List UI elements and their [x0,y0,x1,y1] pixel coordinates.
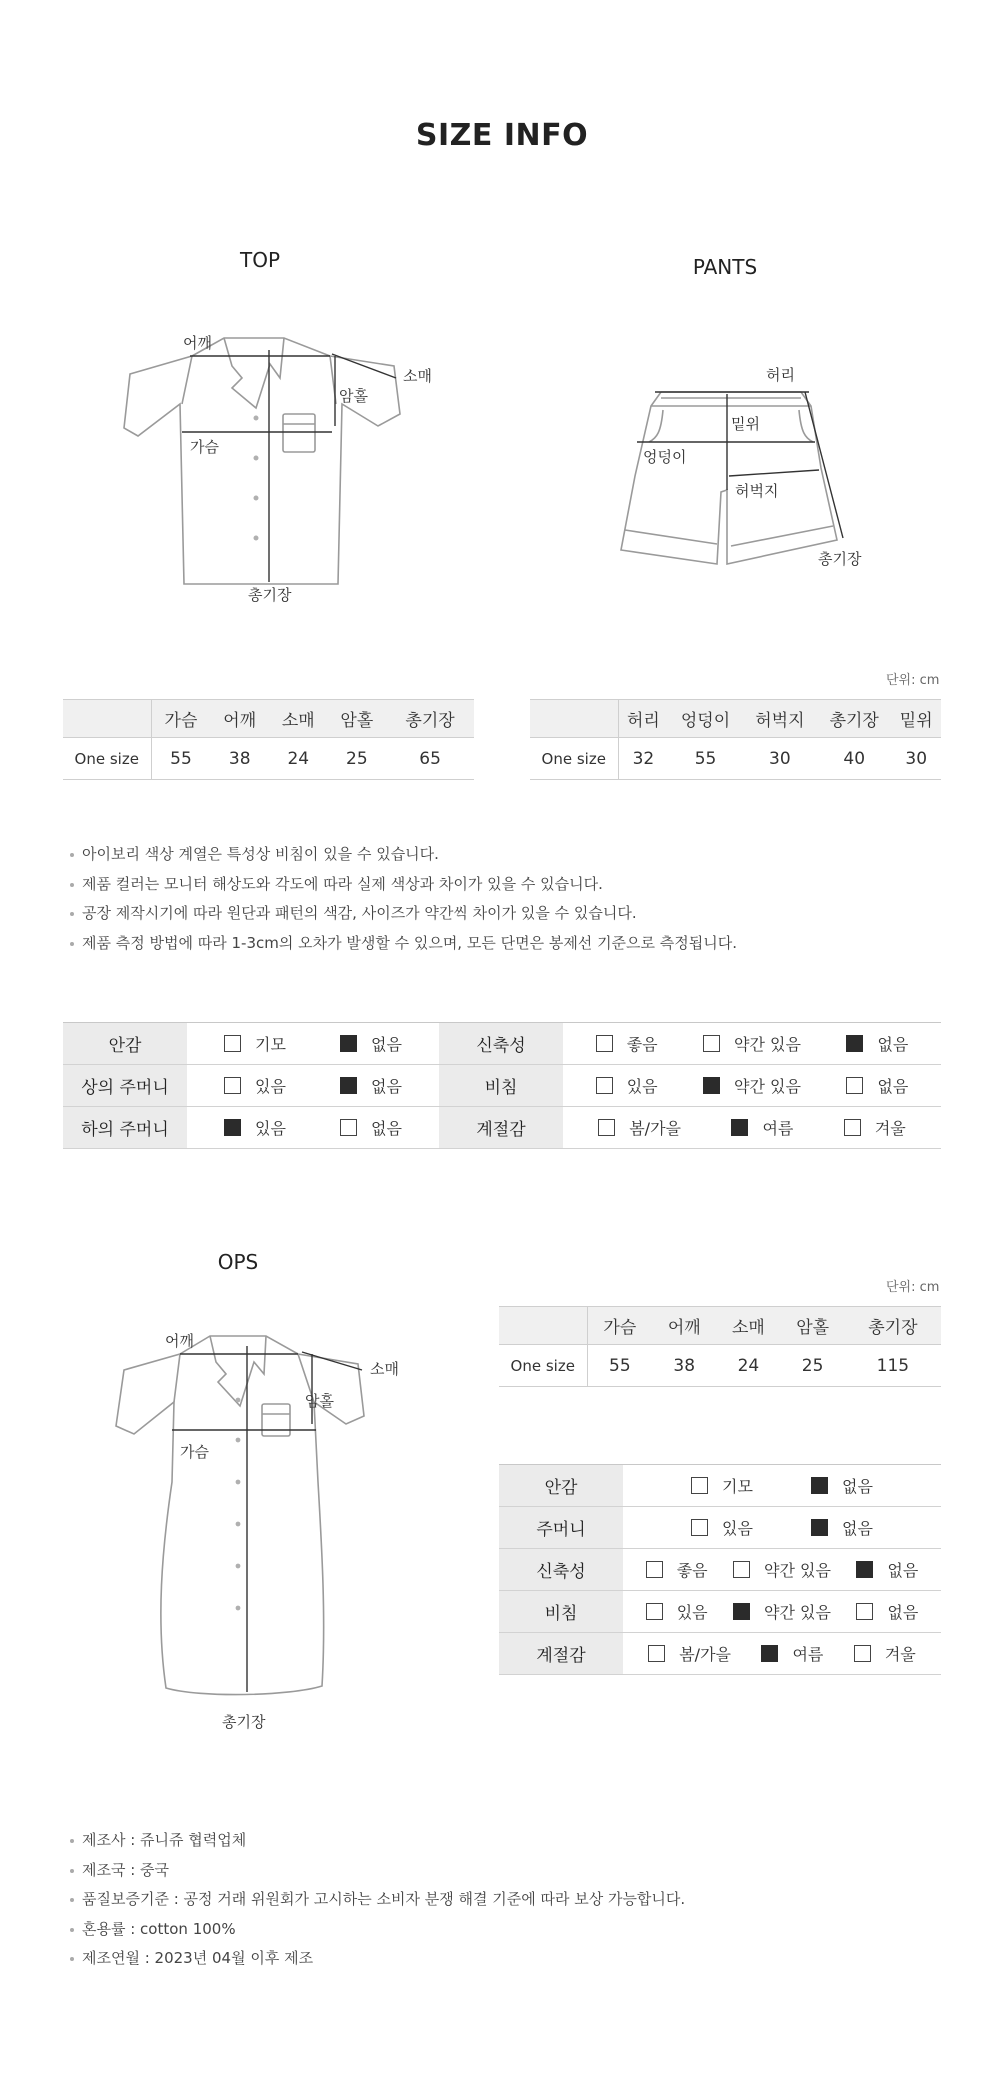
checkbox-icon [646,1561,663,1578]
list-item: 공장 제작시기에 따라 원단과 패턴의 색감, 사이즈가 약간씩 차이가 있을 수 있습니다. [70,899,950,929]
table-cell: 55 [587,1345,652,1387]
attr-options [623,1633,941,1675]
table-cell: 38 [652,1345,716,1387]
checkbox-option[interactable]: 약간 있음 [733,1600,831,1623]
table-row [499,1591,941,1633]
checkbox-checked-icon [846,1035,863,1052]
checkbox-option[interactable]: 없음 [846,1032,908,1055]
checkbox-icon [598,1119,615,1136]
table-row [63,1065,941,1107]
checkbox-checked-icon [340,1077,357,1094]
table-row [530,738,941,780]
list-item: 제조사 : 쥬니쥬 협력업체 [70,1826,950,1856]
list-item: 품질보증기준 : 공정 거래 위원회가 고시하는 소비자 분쟁 해결 기준에 따라 보상 가능합니다. [70,1885,950,1915]
table-header-cell: 가슴 [151,700,210,738]
table-header-cell: 소매 [269,700,328,738]
table-cell: 25 [328,738,387,780]
attr-label: 안감 [63,1023,187,1065]
list-item: 아이보리 색상 계열은 특성상 비침이 있을 수 있습니다. [70,840,950,870]
pants-unit-label: 단위: cm [886,673,940,688]
table-cell: 30 [743,738,817,780]
attr-options [187,1065,439,1107]
pants-section-label: PANTS [692,255,758,279]
checkbox-option[interactable]: 없음 [846,1074,908,1097]
checkbox-icon [856,1603,873,1620]
set-attributes-table [63,1022,941,1149]
attr-label: 하의 주머니 [63,1107,187,1149]
attr-options [623,1507,941,1549]
table-cell: 24 [716,1345,780,1387]
checkbox-checked-icon [224,1119,241,1136]
checkbox-checked-icon [703,1077,720,1094]
checkbox-option[interactable]: 봄/가을 [598,1116,681,1139]
top-size-table [63,699,474,780]
attr-options [563,1023,941,1065]
product-info-list [70,1826,950,1974]
table-row [63,1023,941,1065]
table-corner-cell [499,1307,587,1345]
table-cell: 25 [781,1345,845,1387]
table-header-row [530,700,941,738]
attr-options [623,1465,941,1507]
checkbox-option[interactable]: 봄/가을 [648,1642,731,1665]
checkbox-icon [733,1561,750,1578]
table-row-label: One size [63,738,151,780]
pants-thigh-label: 허벅지 [735,482,779,500]
table-cell: 32 [618,738,668,780]
table-header-row [63,700,474,738]
table-row [63,738,474,780]
checkbox-option[interactable]: 없음 [340,1032,402,1055]
checkbox-option[interactable]: 있음 [224,1074,286,1097]
checkbox-option[interactable]: 없음 [340,1074,402,1097]
checkbox-icon [340,1119,357,1136]
page-title: SIZE INFO [415,118,589,153]
ops-sleeve-label: 소매 [370,1360,399,1378]
notes-list [70,840,950,958]
checkbox-option[interactable]: 약간 있음 [703,1032,801,1055]
table-header-cell: 허리 [618,700,668,738]
checkbox-checked-icon [811,1519,828,1536]
attr-label: 계절감 [439,1107,563,1149]
attr-label: 계절감 [499,1633,623,1675]
checkbox-option[interactable]: 있음 [691,1516,753,1539]
checkbox-option[interactable]: 없음 [340,1116,402,1139]
table-corner-cell [530,700,618,738]
attr-label: 신축성 [439,1023,563,1065]
ops-attributes-table [499,1464,941,1675]
table-header-cell: 밑위 [891,700,941,738]
checkbox-checked-icon [856,1561,873,1578]
checkbox-option[interactable]: 없음 [856,1600,918,1623]
table-row [499,1345,941,1387]
table-row [63,1107,941,1149]
checkbox-checked-icon [761,1645,778,1662]
table-cell: 40 [817,738,891,780]
checkbox-option[interactable]: 여름 [731,1116,793,1139]
ops-size-table [499,1306,941,1387]
checkbox-option[interactable]: 겨울 [844,1116,906,1139]
table-header-cell: 가슴 [587,1307,652,1345]
pants-size-table [530,699,941,780]
top-chest-label: 가슴 [190,438,219,456]
list-item: 제품 컬러는 모니터 해상도와 각도에 따라 실제 색상과 차이가 있을 수 있습니다. [70,870,950,900]
table-row [499,1465,941,1507]
attr-options [187,1023,439,1065]
table-cell: 38 [210,738,269,780]
checkbox-icon [691,1477,708,1494]
table-cell: 30 [891,738,941,780]
table-header-cell: 소매 [716,1307,780,1345]
table-row [499,1507,941,1549]
checkbox-checked-icon [340,1035,357,1052]
top-shirt-diagram [120,330,410,590]
top-armhole-label: 암홀 [339,387,368,405]
table-header-row [499,1307,941,1345]
checkbox-option[interactable]: 기모 [691,1474,753,1497]
table-cell: 115 [845,1345,941,1387]
checkbox-option[interactable]: 있음 [646,1600,708,1623]
table-header-cell: 엉덩이 [668,700,742,738]
ops-length-label: 총기장 [222,1713,266,1731]
list-item: 제품 측정 방법에 따라 1-3cm의 오차가 발생할 수 있으며, 모든 단면은 봉제선 기준으로 측정됩니다. [70,929,950,959]
table-cell: 65 [386,738,474,780]
ops-unit-label: 단위: cm [886,1280,940,1295]
top-shoulder-label: 어깨 [183,334,212,352]
checkbox-icon [224,1077,241,1094]
ops-section-label: OPS [217,1250,259,1274]
checkbox-option[interactable]: 없음 [856,1558,918,1581]
checkbox-option[interactable]: 없음 [811,1474,873,1497]
table-header-cell: 어깨 [210,700,269,738]
table-row [499,1549,941,1591]
table-corner-cell [63,700,151,738]
ops-armhole-label: 암홀 [305,1392,334,1410]
ops-shoulder-label: 어깨 [165,1332,194,1350]
checkbox-option[interactable]: 있음 [596,1074,658,1097]
checkbox-icon [646,1603,663,1620]
attr-label: 주머니 [499,1507,623,1549]
attr-options [563,1107,941,1149]
pants-rise-label: 밑위 [731,415,760,433]
checkbox-option[interactable]: 없음 [811,1516,873,1539]
top-section-label: TOP [239,248,281,272]
checkbox-option[interactable]: 있음 [224,1116,286,1139]
list-item: 혼용률 : cotton 100% [70,1915,950,1945]
checkbox-checked-icon [811,1477,828,1494]
checkbox-icon [596,1035,613,1052]
checkbox-checked-icon [731,1119,748,1136]
pants-length-label: 총기장 [818,550,862,568]
attr-options [563,1065,941,1107]
table-cell: 24 [269,738,328,780]
checkbox-option[interactable]: 좋음 [596,1032,658,1055]
table-row-label: One size [499,1345,587,1387]
attr-label: 신축성 [499,1549,623,1591]
ops-dress-diagram [110,1330,380,1710]
list-item: 제조국 : 중국 [70,1856,950,1886]
checkbox-icon [224,1035,241,1052]
attr-options [187,1107,439,1149]
list-item: 제조연월 : 2023년 04월 이후 제조 [70,1944,950,1974]
top-length-label: 총기장 [248,586,292,604]
table-row [499,1633,941,1675]
table-header-cell: 총기장 [845,1307,941,1345]
table-header-cell: 암홀 [781,1307,845,1345]
checkbox-option[interactable]: 좋음 [646,1558,708,1581]
attr-label: 비침 [499,1591,623,1633]
attr-options [623,1591,941,1633]
table-row-label: One size [530,738,618,780]
table-cell: 55 [668,738,742,780]
table-header-cell: 어깨 [652,1307,716,1345]
attr-label: 안감 [499,1465,623,1507]
pants-waist-label: 허리 [766,366,795,384]
pants-hip-label: 엉덩이 [643,448,687,466]
checkbox-icon [596,1077,613,1094]
attr-label: 비침 [439,1065,563,1107]
table-header-cell: 총기장 [386,700,474,738]
top-sleeve-label: 소매 [403,367,432,385]
ops-chest-label: 가슴 [180,1443,209,1461]
table-header-cell: 총기장 [817,700,891,738]
checkbox-checked-icon [733,1603,750,1620]
checkbox-option[interactable]: 여름 [761,1642,823,1665]
attr-options [623,1549,941,1591]
checkbox-option[interactable]: 겨울 [854,1642,916,1665]
checkbox-icon [703,1035,720,1052]
checkbox-option[interactable]: 기모 [224,1032,286,1055]
checkbox-option[interactable]: 약간 있음 [733,1558,831,1581]
checkbox-icon [844,1119,861,1136]
attr-label: 상의 주머니 [63,1065,187,1107]
checkbox-option[interactable]: 약간 있음 [703,1074,801,1097]
table-header-cell: 허벅지 [743,700,817,738]
checkbox-icon [691,1519,708,1536]
checkbox-icon [846,1077,863,1094]
table-header-cell: 암홀 [328,700,387,738]
checkbox-icon [648,1645,665,1662]
checkbox-icon [854,1645,871,1662]
table-cell: 55 [151,738,210,780]
